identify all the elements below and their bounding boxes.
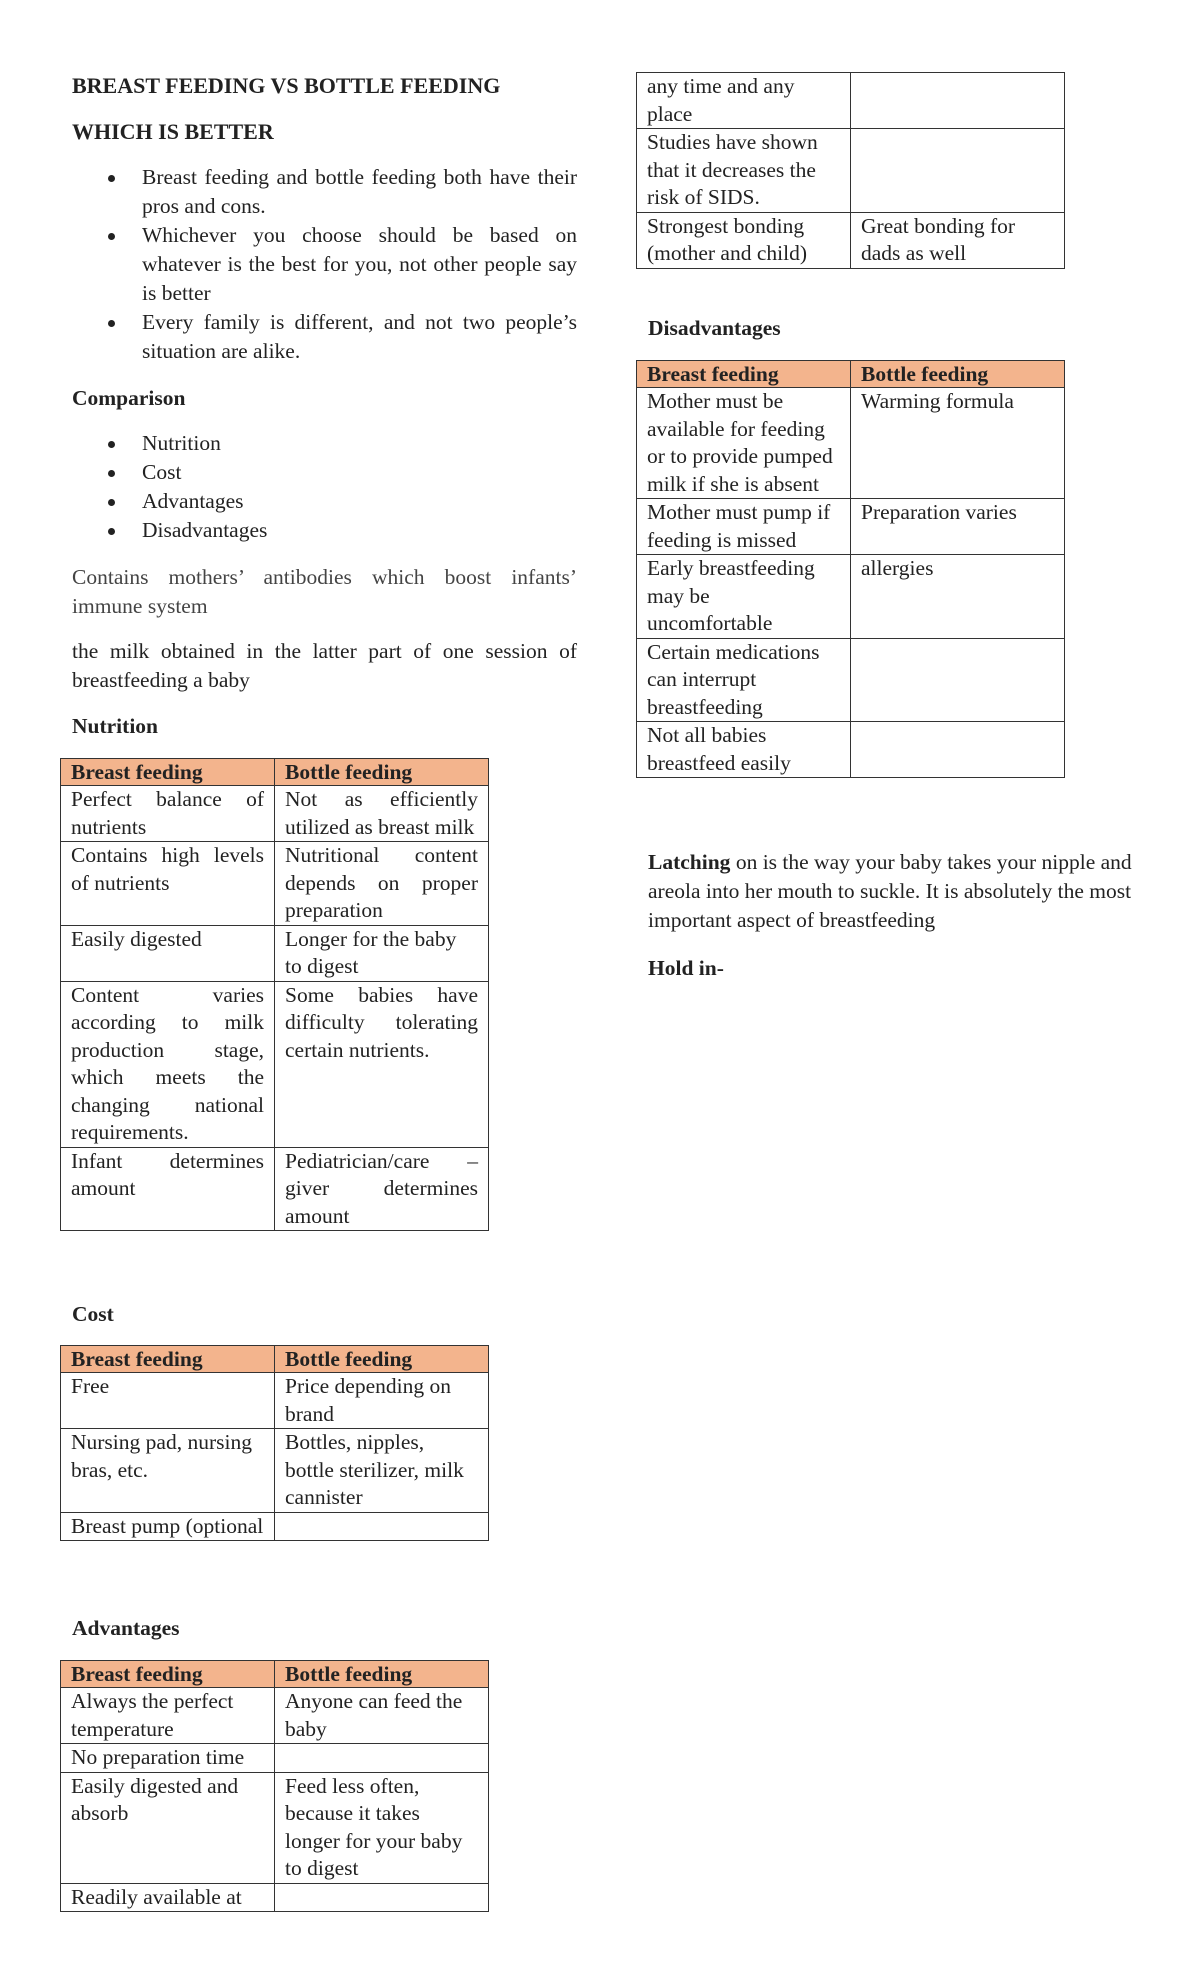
table-cell: Price depending on brand [275, 1373, 489, 1429]
table-row [61, 1512, 489, 1541]
column-header: Bottle feeding [275, 1346, 489, 1373]
table-cell: Contains high levels of nutrients [61, 842, 275, 926]
latching-text: on is the way your baby takes your nipple and areola into her mouth to suckle. It is absolutely the most important aspect of breastfeeding [648, 850, 1132, 932]
table-row [61, 786, 489, 842]
table-cell: Mother must be available for feeding or to provide pumped milk if she is absent [637, 388, 851, 499]
table-cell: any time and any place [637, 73, 851, 129]
table-cell: Feed less often, because it takes longer for your baby to digest [275, 1772, 489, 1883]
table-row [637, 499, 1065, 555]
page-title: BREAST FEEDING VS BOTTLE FEEDING [72, 73, 501, 98]
advantages-table-continued [636, 72, 1065, 269]
table-cell: Breast pump (optional [61, 1512, 275, 1541]
table-cell: Mother must pump if feeding is missed [637, 499, 851, 555]
table-cell: Infant determines amount [61, 1147, 275, 1231]
antibodies-paragraph: Contains mothers’ antibodies which boost infants’ immune system [72, 565, 577, 618]
table-cell [851, 722, 1065, 778]
page-subtitle: WHICH IS BETTER [72, 119, 274, 144]
table-header-row [61, 1346, 489, 1373]
table-cell: Pediatrician/care – giver determines amount [275, 1147, 489, 1231]
nutrition-table [60, 758, 489, 1231]
comparison-bullet-list [72, 429, 577, 545]
bullet-icon [108, 499, 115, 506]
column-header: Bottle feeding [851, 361, 1065, 388]
bullet-icon [108, 175, 115, 182]
table-row [637, 73, 1065, 129]
table-cell: Great bonding for dads as well [851, 212, 1065, 268]
list-item: Every family is different, and not two people’s situation are alike. [72, 308, 577, 366]
table-cell: Anyone can feed the baby [275, 1688, 489, 1744]
nutrition-heading: Nutrition [72, 714, 158, 738]
cost-table [60, 1345, 489, 1541]
table-cell: Certain medications can interrupt breastfeeding [637, 638, 851, 722]
bullet-icon [108, 233, 115, 240]
table-header-row [61, 1661, 489, 1688]
table-cell: Not as efficiently utilized as breast milk [275, 786, 489, 842]
table-row [61, 981, 489, 1147]
table-cell [275, 1744, 489, 1773]
bullet-icon [108, 320, 115, 327]
list-item: Cost [72, 458, 577, 487]
column-header: Breast feeding [61, 759, 275, 786]
advantages-table [60, 1660, 489, 1912]
table-header-row [61, 759, 489, 786]
disadvantages-heading: Disadvantages [648, 316, 781, 340]
table-row [637, 555, 1065, 639]
column-header: Breast feeding [61, 1346, 275, 1373]
list-item: Nutrition [72, 429, 577, 458]
table-cell: Not all babies breastfeed easily [637, 722, 851, 778]
advantages-heading: Advantages [72, 1616, 180, 1640]
hindmilk-paragraph: the milk obtained in the latter part of one session of breastfeeding a baby [72, 639, 577, 692]
table-cell: Longer for the baby to digest [275, 925, 489, 981]
table-cell: Strongest bonding (mother and child) [637, 212, 851, 268]
table-header-row [637, 361, 1065, 388]
table-row [61, 1772, 489, 1883]
column-header: Breast feeding [61, 1661, 275, 1688]
table-cell [275, 1883, 489, 1912]
list-item: Advantages [72, 487, 577, 516]
table-cell [275, 1512, 489, 1541]
comparison-heading: Comparison [72, 386, 186, 410]
column-header: Bottle feeding [275, 759, 489, 786]
table-cell: Nutritional content depends on proper preparation [275, 842, 489, 926]
table-row [637, 722, 1065, 778]
table-cell [851, 73, 1065, 129]
table-row [637, 212, 1065, 268]
table-cell: No preparation time [61, 1744, 275, 1773]
table-row [61, 1744, 489, 1773]
table-cell: Some babies have difficulty tolerating certain nutrients. [275, 981, 489, 1147]
table-row [61, 1373, 489, 1429]
table-cell: Always the perfect temperature [61, 1688, 275, 1744]
bullet-icon [108, 528, 115, 535]
latching-term: Latching [648, 850, 731, 874]
table-cell: Warming formula [851, 388, 1065, 499]
table-row [61, 842, 489, 926]
latching-paragraph [648, 848, 1146, 935]
table-cell: allergies [851, 555, 1065, 639]
column-header: Breast feeding [637, 361, 851, 388]
table-cell: Perfect balance of nutrients [61, 786, 275, 842]
hold-in-heading: Hold in- [648, 956, 724, 980]
table-cell: Content varies according to milk production stage, which meets the changing national requirements. [61, 981, 275, 1147]
table-row [61, 1147, 489, 1231]
bullet-icon [108, 441, 115, 448]
table-cell: Easily digested and absorb [61, 1772, 275, 1883]
disadvantages-table [636, 360, 1065, 778]
table-cell: Easily digested [61, 925, 275, 981]
table-row [61, 1688, 489, 1744]
table-row [637, 388, 1065, 499]
table-row [637, 129, 1065, 213]
table-cell: Early breastfeeding may be uncomfortable [637, 555, 851, 639]
bullet-icon [108, 470, 115, 477]
table-row [637, 638, 1065, 722]
table-cell: Preparation varies [851, 499, 1065, 555]
table-row [61, 1883, 489, 1912]
table-cell: Bottles, nipples, bottle sterilizer, milk cannister [275, 1429, 489, 1513]
table-cell: Free [61, 1373, 275, 1429]
column-header: Bottle feeding [275, 1661, 489, 1688]
list-item: Whichever you choose should be based on whatever is the best for you, not other people say is better [72, 221, 577, 308]
table-cell: Studies have shown that it decreases the risk of SIDS. [637, 129, 851, 213]
table-cell: Nursing pad, nursing bras, etc. [61, 1429, 275, 1513]
table-row [61, 925, 489, 981]
list-item: Breast feeding and bottle feeding both have their pros and cons. [72, 163, 577, 221]
intro-bullet-list [72, 163, 577, 366]
table-cell [851, 129, 1065, 213]
table-row [61, 1429, 489, 1513]
table-cell: Readily available at [61, 1883, 275, 1912]
cost-heading: Cost [72, 1302, 114, 1326]
table-cell [851, 638, 1065, 722]
list-item: Disadvantages [72, 516, 577, 545]
